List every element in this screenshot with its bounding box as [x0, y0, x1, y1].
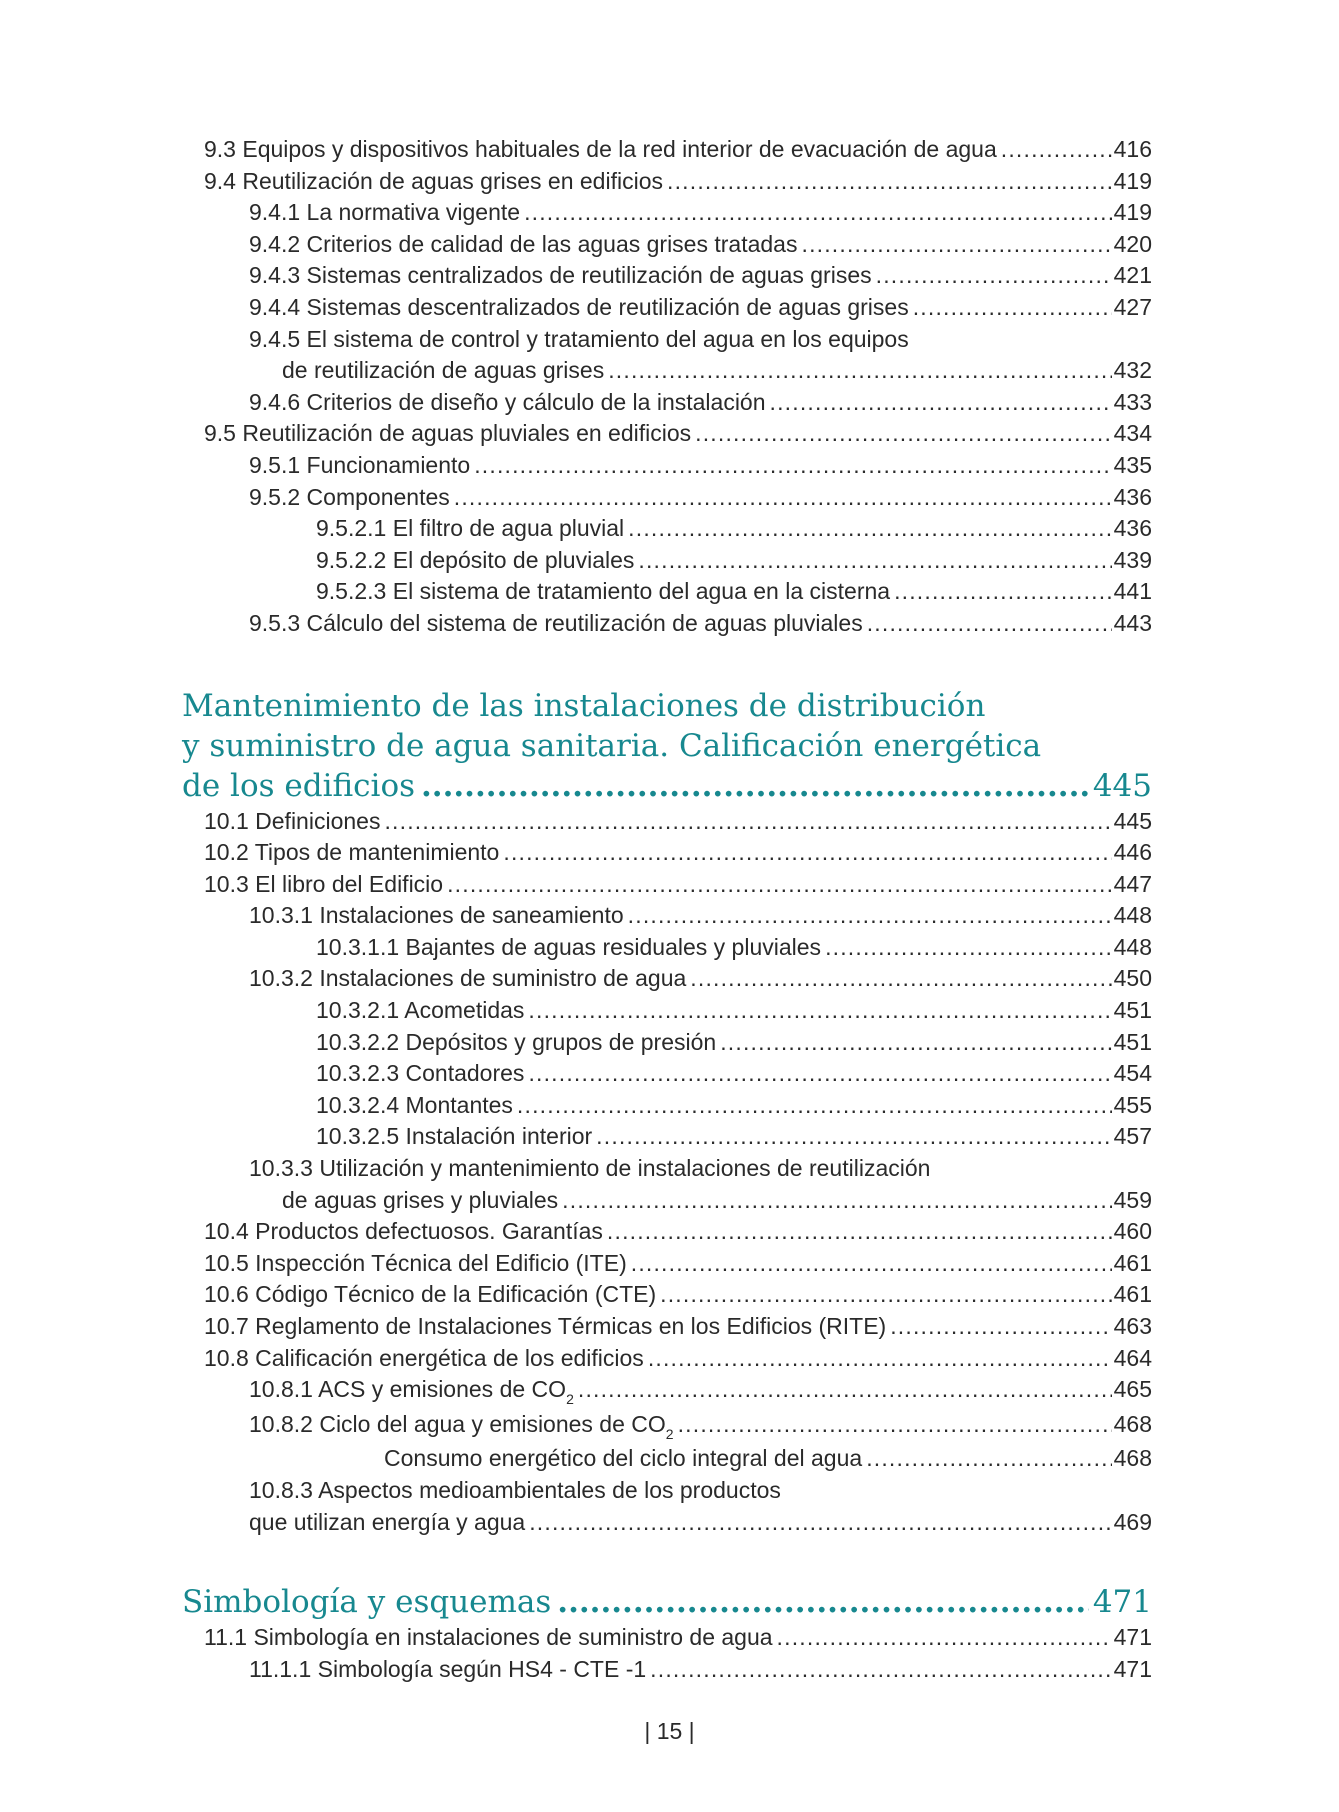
toc-entry-title: 10.3.2.5 Instalación interior [316, 1123, 593, 1150]
toc-page-number: 471 [1113, 1624, 1152, 1651]
spacer [182, 1538, 1152, 1582]
toc-page-number: 468 [1113, 1410, 1152, 1437]
toc-page-number: 427 [1113, 293, 1152, 320]
toc-entry [182, 1654, 1152, 1686]
toc-entry-title: 9.5.2 Componentes [249, 483, 450, 510]
toc-page-number: 459 [1113, 1186, 1152, 1213]
subscript: 2 [665, 1425, 674, 1442]
chapter-title-text: de los edificios [182, 767, 416, 804]
toc-page-number: 448 [1113, 902, 1152, 929]
toc-entry-title: 10.8.2 Ciclo del agua y emisiones de CO [249, 1410, 666, 1437]
toc-page-number: 433 [1113, 388, 1152, 415]
toc-entry [182, 837, 1152, 869]
leader-dots [528, 1058, 1111, 1090]
toc-page-number: 447 [1113, 870, 1152, 897]
toc-page-number: 446 [1113, 839, 1152, 866]
toc-page-number: 461 [1113, 1281, 1152, 1308]
toc-entry [182, 134, 1152, 166]
toc-entry [182, 900, 1152, 932]
leader-dots [770, 387, 1112, 419]
toc-entry-title: 9.3 Equipos y dispositivos habituales de la red interior de evacuación de agua [204, 136, 997, 162]
toc-entry [182, 387, 1152, 419]
toc-entry-title: 9.5.2.1 El filtro de agua pluvial [316, 515, 625, 542]
leader-dots [1001, 134, 1112, 166]
toc-entry [182, 513, 1152, 545]
toc-entry [182, 1153, 1152, 1185]
leader-dots [678, 1409, 1112, 1441]
leader-dots [867, 608, 1112, 640]
toc-entry [182, 1058, 1152, 1090]
toc-entry [182, 1311, 1152, 1343]
toc-entry [182, 418, 1152, 450]
page-number: | 15 | [644, 1718, 695, 1744]
toc-entry [182, 1185, 1152, 1217]
toc-entry-title: que utilizan energía y agua [249, 1508, 526, 1535]
toc-entry [182, 324, 1152, 356]
toc-entry [182, 260, 1152, 292]
toc-entry [182, 1121, 1152, 1153]
toc-entry [182, 1409, 1152, 1444]
chapter-title-text: Simbología y esquemas [182, 1584, 552, 1621]
toc-entry-title: 10.8.3 Aspectos medioambientales de los productos [249, 1476, 781, 1503]
toc-page-number: 464 [1113, 1344, 1152, 1371]
leader-dots [557, 1582, 1089, 1622]
leader-dots [777, 1622, 1112, 1654]
toc-page-number: 441 [1113, 578, 1152, 605]
toc-block-chapter-11 [182, 1622, 1152, 1685]
toc-entry [182, 229, 1152, 261]
toc-entry-title: 10.3.3 Utilización y mantenimiento de instalaciones de reutilización [249, 1155, 931, 1182]
leader-dots [660, 1279, 1111, 1311]
table-of-contents [182, 134, 1152, 1685]
toc-entry-title: Consumo energético del ciclo integral del agua [384, 1445, 863, 1472]
toc-entry [182, 1216, 1152, 1248]
chapter-title-line [182, 766, 1152, 806]
leader-dots [825, 932, 1112, 964]
toc-entry [182, 545, 1152, 577]
toc-entry [182, 1374, 1152, 1409]
toc-entry-title: de reutilización de aguas grises [282, 357, 605, 384]
toc-page-number: 460 [1113, 1218, 1152, 1245]
toc-block-chapter-10 [182, 806, 1152, 1539]
toc-block-chapter-9 [182, 134, 1152, 640]
toc-entry-title: 11.1 Simbología en instalaciones de suministro de agua [204, 1624, 773, 1651]
toc-entry-title: 10.2 Tipos de mantenimiento [204, 839, 500, 866]
leader-dots [517, 1090, 1112, 1122]
toc-entry-title: 10.3.1 Instalaciones de saneamiento [249, 902, 624, 929]
toc-entry-title: 10.8 Calificación energética de los edificios [204, 1344, 644, 1371]
chapter-title-line: y suministro de agua sanitaria. Calificación energética [182, 727, 1042, 764]
toc-page-number: 463 [1113, 1313, 1152, 1339]
toc-page-number: 432 [1113, 357, 1152, 384]
toc-entry-title: de aguas grises y pluviales [282, 1186, 559, 1213]
toc-page-number: 468 [1113, 1445, 1152, 1472]
toc-entry-title: 9.4.3 Sistemas centralizados de reutilización de aguas grises [249, 262, 872, 289]
chapter-title-line [182, 1582, 1152, 1622]
toc-entry-title: 10.5 Inspección Técnica del Edificio (ITE) [204, 1249, 627, 1276]
toc-page-number: 457 [1113, 1123, 1152, 1150]
toc-entry-title: 10.3.2 Instalaciones de suministro de agua [249, 965, 687, 992]
leader-dots [876, 260, 1112, 292]
toc-page-number: 421 [1113, 262, 1152, 289]
toc-entry-title: 10.3 El libro del Edificio [204, 870, 444, 897]
toc-page-number: 436 [1113, 515, 1152, 542]
toc-page-number: 448 [1113, 933, 1152, 960]
leader-dots [667, 166, 1112, 198]
toc-page-number: 419 [1113, 167, 1152, 194]
leader-dots [690, 963, 1111, 995]
toc-entry-title: 10.3.1.1 Bajantes de aguas residuales y pluviales [316, 933, 822, 960]
leader-dots [608, 355, 1111, 387]
leader-dots [421, 766, 1089, 806]
toc-page-number: 461 [1113, 1249, 1152, 1276]
toc-entry [182, 292, 1152, 324]
toc-entry-title: 10.3.2.4 Montantes [316, 1091, 513, 1118]
toc-entry-title: 11.1.1 Simbología según HS4 - CTE -1 [249, 1655, 647, 1682]
toc-entry-title: 10.1 Definiciones [204, 807, 381, 834]
leader-dots [894, 576, 1112, 608]
toc-entry-title: 9.5 Reutilización de aguas pluviales en edificios [204, 420, 692, 447]
toc-page-number: 434 [1113, 420, 1152, 447]
toc-page-number: 465 [1113, 1376, 1152, 1403]
leader-dots [454, 482, 1112, 514]
toc-entry [182, 166, 1152, 198]
leader-dots [474, 450, 1111, 482]
toc-entry-title: 9.4.1 La normativa vigente [249, 199, 521, 226]
toc-entry [182, 482, 1152, 514]
toc-page-number: 439 [1113, 546, 1152, 573]
leader-dots [384, 806, 1111, 838]
toc-page-number: 435 [1113, 451, 1152, 478]
toc-entry [182, 1475, 1152, 1507]
toc-entry-title: 9.4 Reutilización de aguas grises en edificios [204, 167, 663, 194]
toc-entry-title: 9.5.2.2 El depósito de pluviales [316, 546, 635, 573]
leader-dots [913, 292, 1112, 324]
toc-entry-title: 9.5.3 Cálculo del sistema de reutilización de aguas pluviales [249, 609, 863, 636]
toc-entry-title: 9.4.5 El sistema de control y tratamiento del agua en los equipos [249, 325, 909, 352]
toc-entry-title: 9.4.2 Criterios de calidad de las aguas grises tratadas [249, 230, 798, 257]
toc-entry [182, 1622, 1152, 1654]
toc-page-number: 445 [1113, 807, 1152, 834]
toc-entry [182, 1090, 1152, 1122]
leader-dots [628, 900, 1112, 932]
leader-dots [628, 513, 1111, 545]
leader-dots [503, 837, 1111, 869]
chapter-title-line: Mantenimiento de las instalaciones de distribución [182, 687, 986, 724]
toc-page-number: 451 [1113, 997, 1152, 1024]
toc-page-number: 416 [1113, 136, 1152, 162]
toc-entry-title: 10.7 Reglamento de Instalaciones Térmicas en los Edificios (RITE) [204, 1313, 887, 1339]
toc-page-number: 469 [1113, 1508, 1152, 1535]
toc-entry [182, 1248, 1152, 1280]
toc-entry-title: 10.6 Código Técnico de la Edificación (CTE) [204, 1281, 657, 1308]
toc-entry [182, 1027, 1152, 1059]
leader-dots [607, 1216, 1112, 1248]
toc-page-number: 436 [1113, 483, 1152, 510]
toc-page-number: 443 [1113, 609, 1152, 636]
toc-entry [182, 869, 1152, 901]
leader-dots [890, 1311, 1111, 1343]
toc-entry-title: 10.3.2.3 Contadores [316, 1060, 525, 1087]
leader-dots [866, 1443, 1111, 1475]
subscript: 2 [566, 1391, 574, 1408]
toc-entry-title: 10.4 Productos defectuosos. Garantías [204, 1218, 603, 1245]
toc-page-number: 471 [1113, 1655, 1152, 1682]
toc-entry [182, 932, 1152, 964]
toc-entry [182, 1279, 1152, 1311]
toc-entry-title: 10.3.2.2 Depósitos y grupos de presión [316, 1028, 717, 1055]
leader-dots [529, 1507, 1111, 1539]
leader-dots [801, 229, 1111, 261]
toc-page-number: 420 [1113, 230, 1152, 257]
toc-page-number: 455 [1113, 1091, 1152, 1118]
leader-dots [650, 1654, 1111, 1686]
toc-entry-title: 9.4.4 Sistemas descentralizados de reutilización de aguas grises [249, 293, 909, 320]
leader-dots [562, 1185, 1111, 1217]
spacer [182, 640, 1152, 686]
leader-dots [631, 1248, 1112, 1280]
toc-entry-title: 9.5.2.3 El sistema de tratamiento del agua en la cisterna [316, 578, 891, 605]
toc-entry-title: 9.4.6 Criterios de diseño y cálculo de la instalación [249, 388, 766, 415]
toc-entry [182, 608, 1152, 640]
toc-entry-title: 10.3.2.1 Acometidas [316, 997, 525, 1024]
toc-page-number: 451 [1113, 1028, 1152, 1055]
toc-entry [182, 806, 1152, 838]
leader-dots [638, 545, 1111, 577]
leader-dots [524, 197, 1112, 229]
toc-entry [182, 995, 1152, 1027]
toc-entry [182, 355, 1152, 387]
leader-dots [648, 1343, 1112, 1375]
chapter-page-number: 471 [1092, 1584, 1152, 1621]
toc-page-number: 450 [1113, 965, 1152, 992]
toc-entry [182, 450, 1152, 482]
toc-entry [182, 197, 1152, 229]
leader-dots [578, 1374, 1112, 1406]
toc-entry-title: 9.5.1 Funcionamiento [249, 451, 471, 478]
leader-dots [720, 1027, 1111, 1059]
toc-entry-title: 10.8.1 ACS y emisiones de CO [249, 1376, 567, 1403]
chapter-page-number: 445 [1092, 767, 1152, 804]
toc-page-number: 454 [1113, 1060, 1152, 1087]
leader-dots [596, 1121, 1111, 1153]
toc-entry [182, 963, 1152, 995]
leader-dots [695, 418, 1111, 450]
leader-dots [528, 995, 1111, 1027]
toc-page-number: 419 [1113, 199, 1152, 226]
toc-entry [182, 576, 1152, 608]
leader-dots [447, 869, 1112, 901]
toc-entry [182, 1343, 1152, 1375]
toc-entry [182, 1507, 1152, 1539]
